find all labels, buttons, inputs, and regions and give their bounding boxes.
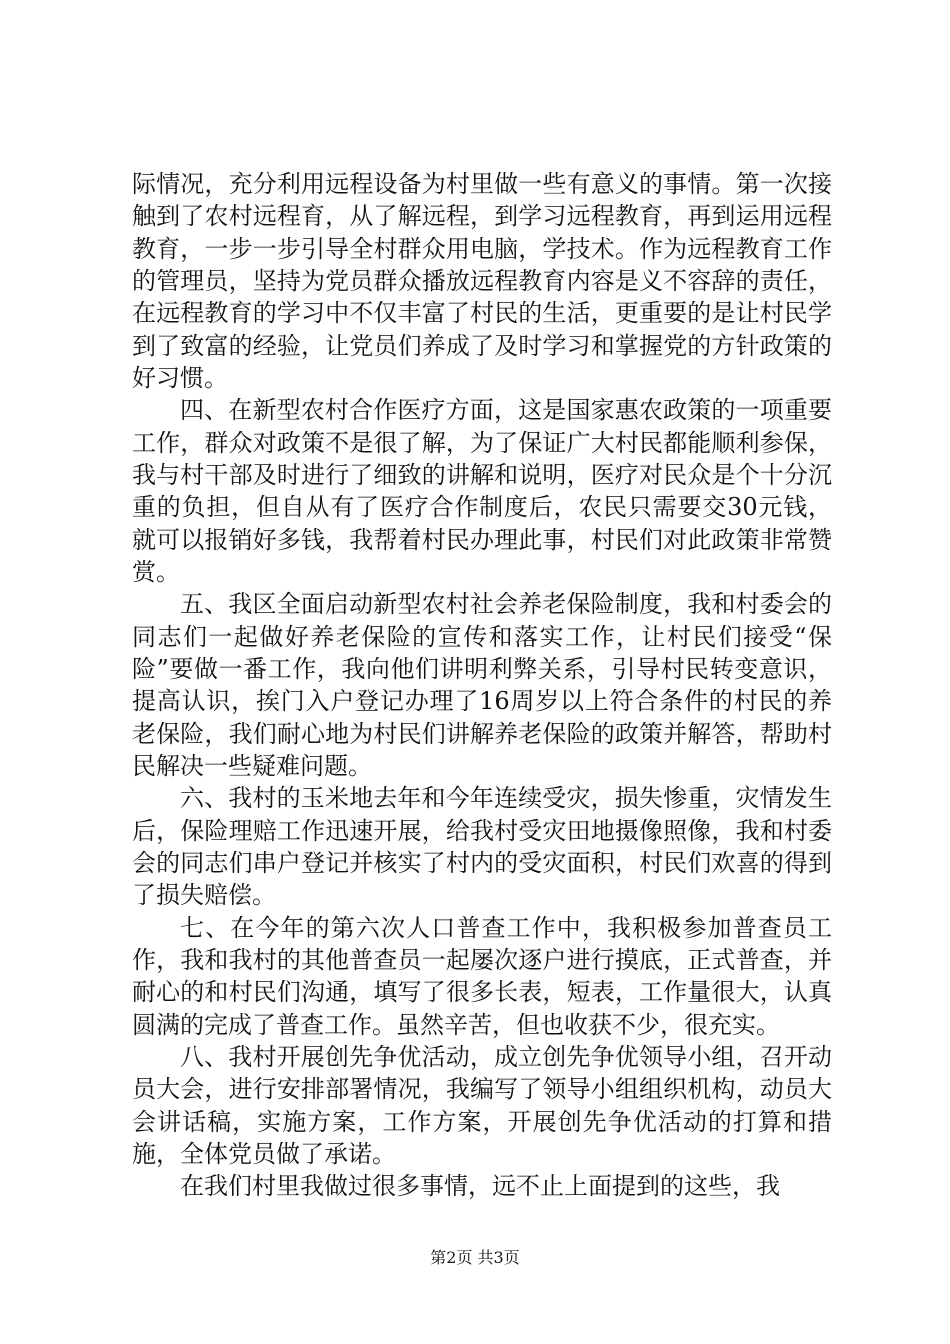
paragraph-1: 际情况，充分利用远程设备为村里做一些有意义的事情。第一次接触到了农村远程育，从了解远程，到学习远程教育，再到运用远程教育，一步一步引导全村群众用电脑，学技术。作为远程教育工作的管理员，坚持为党员群众播放远程教育内容是义不容辞的责任，在远程教育的学习中不仅丰富了村民的生活，更重要的是让村民学到了致富的经验，让党员们养成了及时学习和掌握党的方针政策的好习惯。 xyxy=(132,170,832,392)
document-body xyxy=(132,168,832,1203)
paragraph-7: 在我们村里我做过很多事情，远不止上面提到的这些，我 xyxy=(180,1172,780,1201)
paragraph-4: 六、我村的玉米地去年和今年连续受灾，损失惨重，灾情发生后，保险理赔工作迅速开展，给我村受灾田地摄像照像，我和村委会的同志们串户登记并核实了村内的受灾面积，村民们欢喜的得到了损失赔偿。 xyxy=(132,784,832,910)
page-number-footer: 第2页 共3页 xyxy=(430,1248,520,1267)
paragraph-5: 七、在今年的第六次人口普查工作中，我积极参加普查员工作，我和我村的其他普查员一起屡次逐户进行摸底，正式普查，并耐心的和村民们沟通，填写了很多长表，短表，工作量很大，认真圆满的完成了普查工作。虽然辛苦，但也收获不少，很充实。 xyxy=(132,913,832,1039)
paragraph-6: 八、我村开展创先争优活动，成立创先争优领导小组，召开动员大会，进行安排部署情况，我编写了领导小组组织机构，动员大会讲话稿，实施方案，工作方案，开展创先争优活动的打算和措施，全体党员做了承诺。 xyxy=(132,1042,832,1168)
paragraph-2: 四、在新型农村合作医疗方面，这是国家惠农政策的一项重要工作，群众对政策不是很了解，为了保证广大村民都能顺利参保，我与村干部及时进行了细致的讲解和说明，医疗对民众是个十分沉重的负担，但自从有了医疗合作制度后，农民只需要交30元钱，就可以报销好多钱，我帮着村民办理此事，村民们对此政策非常赞赏。 xyxy=(132,396,832,586)
paragraph-3: 五、我区全面启动新型农村社会养老保险制度，我和村委会的同志们一起做好养老保险的宣传和落实工作，让村民们接受“保险”要做一番工作，我向他们讲明利弊关系，引导村民转变意识，提高认识，挨门入户登记办理了16周岁以上符合条件的村民的养老保险，我们耐心地为村民们讲解养老保险的政策并解答，帮助村民解决一些疑难问题。 xyxy=(132,590,832,780)
